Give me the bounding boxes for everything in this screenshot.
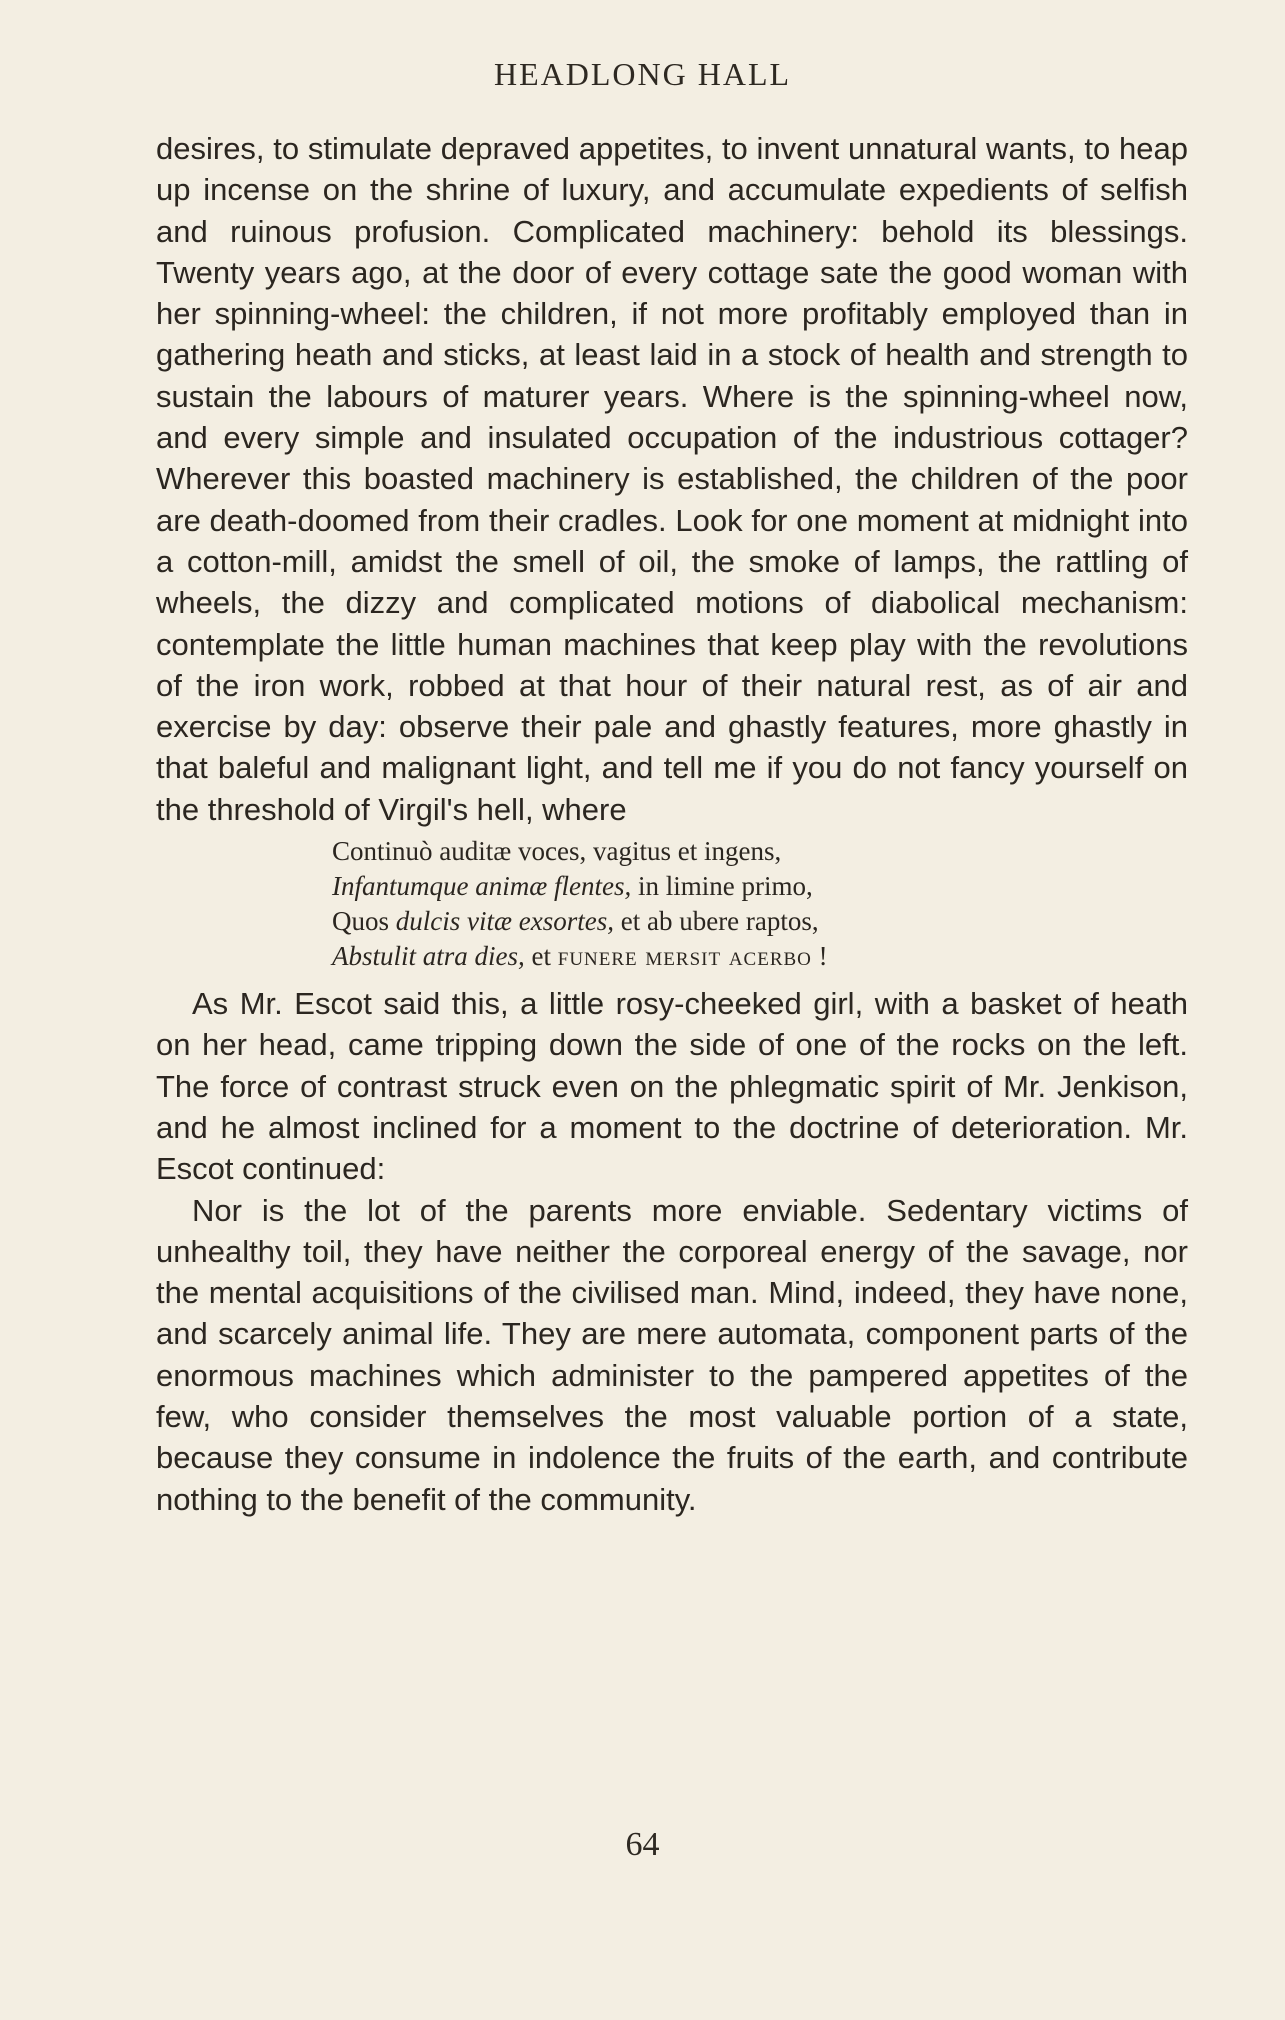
running-head: HEADLONG HALL (493, 56, 792, 92)
latin-verse-quotation (156, 834, 1188, 974)
paragraph-escot-girl: As Mr. Escot said this, a little rosy-cheeked girl, with a basket of heath on her head, came tripping down the side of one of the rocks on the left. The force of contrast struck even on the phlegmatic spirit of Mr. Jenkison, and he almost inclined for a moment to the doctrine of deterioration. Mr. Escot continued: (156, 986, 1188, 1187)
verse-line-3: Quos dulcis vitæ exsortes, et ab ubere raptos, (332, 906, 819, 937)
verse-line-4: Abstulit atra dies, et funere mersit acerbo ! (332, 941, 828, 972)
verse-line-2: Infantumque animæ flentes, in limine primo, (332, 871, 813, 902)
body-text (156, 128, 1188, 1520)
paragraph-parents: Nor is the lot of the parents more enviable. Sedentary victims of unhealthy toil, they have neither the corporeal energy of the savage, nor the mental acquisitions of the civilised man. Mind, indeed, they have none, and scarcely animal life. They are mere automata, component parts of the enormous machines which administer to the pampered appetites of the few, who consider themselves the most valuable portion of a state, because they consume in indolence the fruits of the earth, and contribute nothing to the benefit of the community. (156, 1192, 1188, 1517)
verse-line-1: Continuò auditæ voces, vagitus et ingens, (332, 836, 782, 867)
paragraph-continued: desires, to stimulate depraved appetites, to invent unnatural wants, to heap up incense on the shrine of luxury, and accumulate expedients of selfish and ruinous profusion. Complicated machinery: behold its blessings. Twenty years ago, at the door of every cottage sate the good woman with her spinning-wheel: the children, if not more profitably employed than in gathering heath and sticks, at least laid in a stock of health and strength to sustain the labours of maturer years. Where is the spinning-wheel now, and every simple and insulated occupation of the industrious cottager? Wherever this boasted machinery is established, the children of the poor are death-doomed from their cradles. Look for one moment at midnight into a cotton-mill, amidst the smell of oil, the smoke of lamps, the rattling of wheels, the dizzy and complicated motions of diabolical mechanism: contemplate the little human machines that keep play with the revolutions of the iron work, robbed at that hour of their natural rest, as of air and exercise by day: observe their pale and ghastly features, more ghastly in that baleful and malignant light, and tell me if you do not fancy yourself on the threshold of Virgil's hell, where (156, 131, 1188, 827)
page-number: 64 (625, 1826, 660, 1863)
